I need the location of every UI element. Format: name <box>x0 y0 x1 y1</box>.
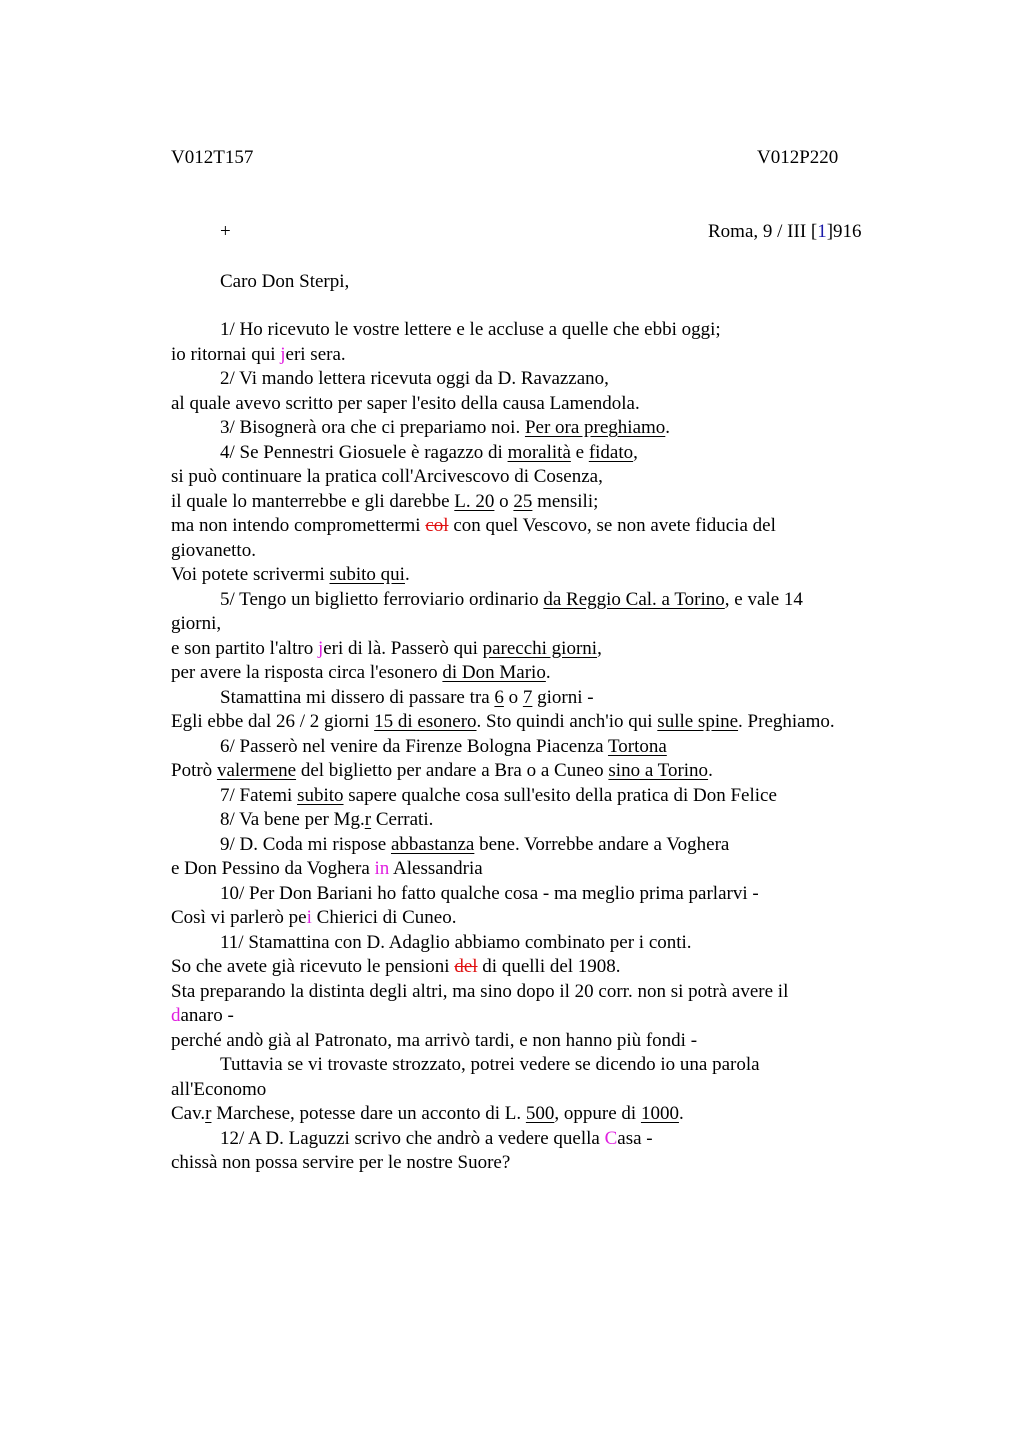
editorial-letter: j <box>280 343 286 365</box>
line-text: Chierici di Cuneo. <box>311 907 457 928</box>
line-text: Cav. <box>171 1103 206 1124</box>
line-text: eri di là. Passerò qui <box>323 637 483 659</box>
editorial-letter: d <box>171 1005 181 1026</box>
line-text: 8/ Va bene per Mg. <box>220 809 365 830</box>
line-text: , <box>633 441 638 463</box>
document-code-left: V012T157 <box>171 147 254 168</box>
line-text: giovanetto. <box>171 539 256 561</box>
underlined-text: 15 di esonero <box>374 711 477 732</box>
line-text: o <box>503 686 523 708</box>
line-text: bene. Vorrebbe andare a Voghera <box>474 833 730 855</box>
date-prefix: Roma, 9 / III [ <box>708 221 818 242</box>
underlined-text: 7 <box>522 686 533 708</box>
line-text: Cerrati. <box>371 809 434 830</box>
line-text: anaro - <box>180 1005 234 1026</box>
line-text: Alessandria <box>389 858 483 879</box>
line-text: ma non intendo compromettermi <box>171 515 426 536</box>
letter-line <box>171 710 835 734</box>
line-text: giorni, <box>171 613 222 634</box>
letter-line <box>171 1102 684 1126</box>
underlined-text: Tortona <box>607 735 667 757</box>
line-text: giorni - <box>532 686 594 708</box>
letter-line <box>220 318 721 342</box>
line-text: 6/ Passerò nel venire da Firenze Bologna Piacenza <box>220 735 608 757</box>
underlined-text: 1000 <box>640 1103 679 1124</box>
line-text: 3/ Bisognerà ora che ci prepariamo noi. <box>220 417 525 438</box>
letter-line <box>171 612 221 636</box>
struck-text: del <box>454 956 478 977</box>
letter-line <box>220 367 609 391</box>
line-text: . <box>545 662 551 683</box>
underlined-text: di Don Mario <box>442 662 546 683</box>
editorial-letter: in <box>374 858 390 879</box>
letter-line <box>171 490 598 514</box>
line-text: Marchese, potesse dare un acconto di L. <box>211 1103 526 1124</box>
line-text: 2/ Vi mando lettera ricevuta oggi da D. Ravazzano, <box>220 368 609 389</box>
line-text: perché andò già al Patronato, ma arrivò tardi, e non hanno più fondi - <box>171 1029 698 1051</box>
letter-line <box>171 514 776 538</box>
line-text: . <box>665 417 671 438</box>
line-text: con quel Vescovo, se non avete fiducia del <box>448 515 776 536</box>
underlined-text: abbastanza <box>391 833 475 855</box>
line-text: Egli ebbe dal 26 / 2 giorni <box>171 711 375 732</box>
line-text: chissà non possa servire per le nostre Suore? <box>171 1152 511 1173</box>
line-text: So che avete già ricevuto le pensioni <box>171 956 455 977</box>
line-text: o <box>494 490 514 512</box>
underlined-text: moralità <box>507 441 571 463</box>
letter-line <box>220 1127 653 1151</box>
line-text: sapere qualche cosa sull'esito della pratica di Don Felice <box>343 784 777 806</box>
letter-line <box>171 637 602 661</box>
line-text: 12/ A D. Laguzzi scrivo che andrò a vedere quella <box>220 1127 605 1149</box>
letter-line <box>220 931 692 955</box>
editorial-letter: C <box>604 1127 618 1149</box>
letter-line <box>171 759 713 783</box>
salutation: Caro Don Sterpi, <box>220 271 350 292</box>
line-text: io ritornai qui <box>171 343 281 365</box>
letter-line <box>171 343 346 367</box>
date-suffix: ]916 <box>826 221 862 242</box>
letter-line <box>220 686 594 710</box>
line-text: al quale avevo scritto per saper l'esito della causa Lamendola. <box>171 392 640 414</box>
underlined-text: 500 <box>525 1103 555 1124</box>
line-text: Voi potete scrivermi <box>171 564 330 585</box>
line-text: all'Economo <box>171 1078 267 1100</box>
line-text: Stamattina mi dissero di passare tra <box>220 686 495 708</box>
letter-line <box>220 1053 760 1077</box>
date-bracket-digit: 1 <box>817 221 827 242</box>
line-text: e Don Pessino da Voghera <box>171 858 375 879</box>
letter-line <box>171 1004 234 1028</box>
underlined-text: subito <box>297 784 344 806</box>
letter-line <box>171 465 603 489</box>
line-text: 10/ Per Don Bariani ho fatto qualche cosa - ma meglio prima parlarvi - <box>220 882 759 904</box>
line-text: per avere la risposta circa l'esonero <box>171 662 443 683</box>
underlined-text: L. 20 <box>454 490 495 512</box>
letter-line <box>171 661 551 685</box>
line-text: Così vi parlerò pe <box>171 907 307 928</box>
line-text: e son partito l'altro <box>171 637 318 659</box>
line-text: asa - <box>617 1127 653 1149</box>
struck-text: col <box>425 515 449 536</box>
letter-line <box>171 539 256 563</box>
underlined-text: parecchi giorni <box>482 637 598 659</box>
line-text: . Preghiamo. <box>738 711 835 732</box>
letter-line <box>220 882 759 906</box>
line-text: si può continuare la pratica coll'Arcivescovo di Cosenza, <box>171 466 603 487</box>
cross-symbol: + <box>220 221 231 242</box>
letter-line <box>171 955 621 979</box>
line-text: e <box>570 441 589 463</box>
line-text: 9/ D. Coda mi rispose <box>220 833 391 855</box>
editorial-letter: j <box>317 637 324 659</box>
line-text: il quale lo manterrebbe e gli darebbe <box>171 490 455 512</box>
line-text: del biglietto per andare a Bra o a Cuneo <box>296 760 609 781</box>
letter-line <box>220 416 670 440</box>
letter-line <box>220 784 777 808</box>
underlined-text: valermene <box>216 760 297 781</box>
line-text: , e vale 14 <box>724 588 803 610</box>
letter-line <box>171 1078 266 1102</box>
letter-line <box>171 1029 697 1053</box>
letter-line <box>220 588 803 612</box>
underlined-text: r <box>205 1103 212 1124</box>
line-text: Potrò <box>171 760 217 781</box>
underlined-text: sulle spine <box>657 711 739 732</box>
line-text: 5/ Tengo un biglietto ferroviario ordinario <box>220 588 544 610</box>
underlined-text: subito qui <box>329 564 405 585</box>
line-text: Sta preparando la distinta degli altri, ma sino dopo il 20 corr. non si potrà avere il <box>171 980 789 1002</box>
letter-line <box>171 392 640 416</box>
underlined-text: r <box>364 809 372 830</box>
letter-line <box>171 980 788 1004</box>
letter-line <box>171 563 410 587</box>
letter-line <box>171 857 483 881</box>
line-text: . <box>404 564 410 585</box>
line-text: . <box>678 1103 684 1124</box>
letter-line <box>171 1151 510 1175</box>
letter-line <box>220 833 729 857</box>
date-line <box>708 221 862 243</box>
line-text: eri sera. <box>285 343 346 365</box>
underlined-text: fidato <box>588 441 634 463</box>
line-text: 7/ Fatemi <box>220 784 298 806</box>
line-text: , <box>597 637 602 659</box>
line-text: 4/ Se Pennestri Giosuele è ragazzo di <box>220 441 508 463</box>
letter-line <box>171 906 456 930</box>
line-text: di quelli del 1908. <box>477 956 621 977</box>
line-text: Tuttavia se vi trovaste strozzato, potrei vedere se dicendo io una parola <box>220 1054 760 1075</box>
line-text: mensili; <box>532 490 599 512</box>
underlined-text: 25 <box>513 490 533 512</box>
underlined-text: 6 <box>494 686 504 708</box>
letter-line <box>220 808 433 832</box>
underlined-text: Per ora preghiamo <box>524 417 666 438</box>
letter-line <box>220 735 667 759</box>
document-code-right: V012P220 <box>757 147 839 168</box>
editorial-letter: i <box>306 907 312 928</box>
line-text: , oppure di <box>554 1103 641 1124</box>
line-text: 11/ Stamattina con D. Adaglio abbiamo combinato per i conti. <box>220 931 692 953</box>
underlined-text: da Reggio Cal. a Torino <box>543 588 725 610</box>
underlined-text: sino a Torino <box>608 760 709 781</box>
line-text: . Sto quindi anch'io qui <box>476 711 658 732</box>
line-text: 1/ Ho ricevuto le vostre lettere e le accluse a quelle che ebbi oggi; <box>220 319 721 340</box>
line-text: . <box>708 760 713 781</box>
letter-line <box>220 441 638 465</box>
